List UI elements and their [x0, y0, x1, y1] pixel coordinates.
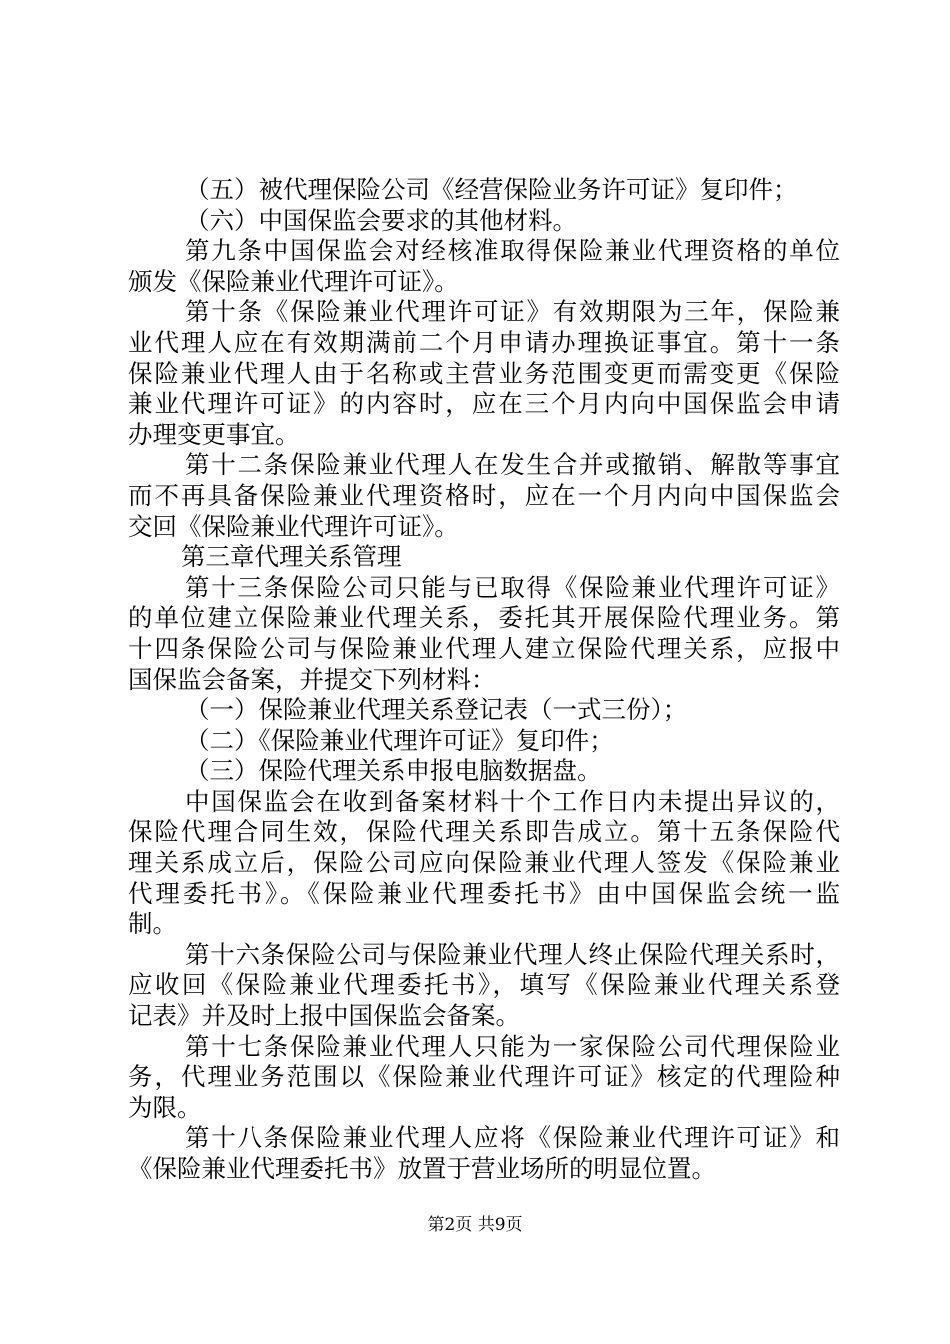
- text-line: 中国保监会在收到备案材料十个工作日内未提出异议的，: [185, 786, 840, 816]
- text-line: 兼业代理许可证》的内容时，应在三个月内向中国保监会申请: [128, 389, 840, 419]
- text-line: 第十三条保险公司只能与已取得《保险兼业代理许可证》: [185, 572, 840, 602]
- text-line: 务，代理业务范围以《保险兼业代理许可证》核定的代理险种: [128, 1062, 840, 1092]
- page-number-label: 第2页 共9页: [427, 1215, 523, 1235]
- text-line: 保险兼业代理人由于名称或主营业务范围变更而需变更《保险: [128, 358, 840, 388]
- text-line: 国保监会备案，并提交下列材料：: [128, 664, 496, 694]
- text-line: 制。: [128, 909, 177, 939]
- text-line: 为限。: [128, 1092, 202, 1122]
- text-line: 理关系成立后，保险公司应向保险兼业代理人签发《保险兼业: [128, 848, 840, 878]
- text-line: 第九条中国保监会对经核准取得保险兼业代理资格的单位: [185, 236, 840, 266]
- text-line: 记表》并及时上报中国保监会备案。: [128, 1001, 520, 1031]
- chapter-heading: 第三章代理关系管理: [181, 542, 402, 572]
- text-line: 交回《保险兼业代理许可证》。: [128, 511, 459, 541]
- text-line: 应收回《保险兼业代理委托书》，填写《保险兼业代理关系登: [128, 970, 840, 1000]
- text-line: 第十六条保险公司与保险兼业代理人终止保险代理关系时，: [185, 939, 840, 969]
- text-line: （三）保险代理关系申报电脑数据盘。: [185, 756, 602, 786]
- text-line: 第十二条保险兼业代理人在发生合并或撤销、解散等事宜: [185, 450, 840, 480]
- text-line: （一）保险兼业代理关系登记表（一式三份）；: [185, 695, 688, 725]
- text-line: （五）被代理保险公司《经营保险业务许可证》复印件；: [185, 175, 798, 204]
- text-line: 保险代理合同生效，保险代理关系即告成立。第十五条保险代: [128, 817, 840, 847]
- text-line: 业代理人应在有效期满前二个月申请办理换证事宜。第十一条: [128, 327, 840, 357]
- text-line: 十四条保险公司与保险兼业代理人建立保险代理关系，应报中: [128, 633, 840, 663]
- text-line: 第十条《保险兼业代理许可证》有效期限为三年，保险兼: [185, 297, 840, 327]
- text-line: 第十八条保险兼业代理人应将《保险兼业代理许可证》和: [185, 1123, 840, 1153]
- text-line: 的单位建立保险兼业代理关系，委托其开展保险代理业务。第: [128, 603, 840, 633]
- text-line: （二）《保险兼业代理许可证》复印件；: [185, 725, 614, 755]
- text-line: 代理委托书》。《保险兼业代理委托书》由中国保监会统一监: [128, 878, 840, 908]
- text-line: 第十七条保险兼业代理人只能为一家保险公司代理保险业: [185, 1031, 840, 1061]
- text-line: （六）中国保监会要求的其他材料。: [185, 205, 577, 235]
- text-line: 办理变更事宜。: [128, 419, 300, 449]
- text-line: 《保险兼业代理委托书》放置于营业场所的明显位置。: [128, 1154, 716, 1183]
- page-footer: [0, 1214, 950, 1236]
- document-body: [128, 175, 840, 1185]
- text-line: 而不再具备保险兼业代理资格时，应在一个月内向中国保监会: [128, 480, 840, 510]
- text-line: 颁发《保险兼业代理许可证》。: [128, 266, 459, 296]
